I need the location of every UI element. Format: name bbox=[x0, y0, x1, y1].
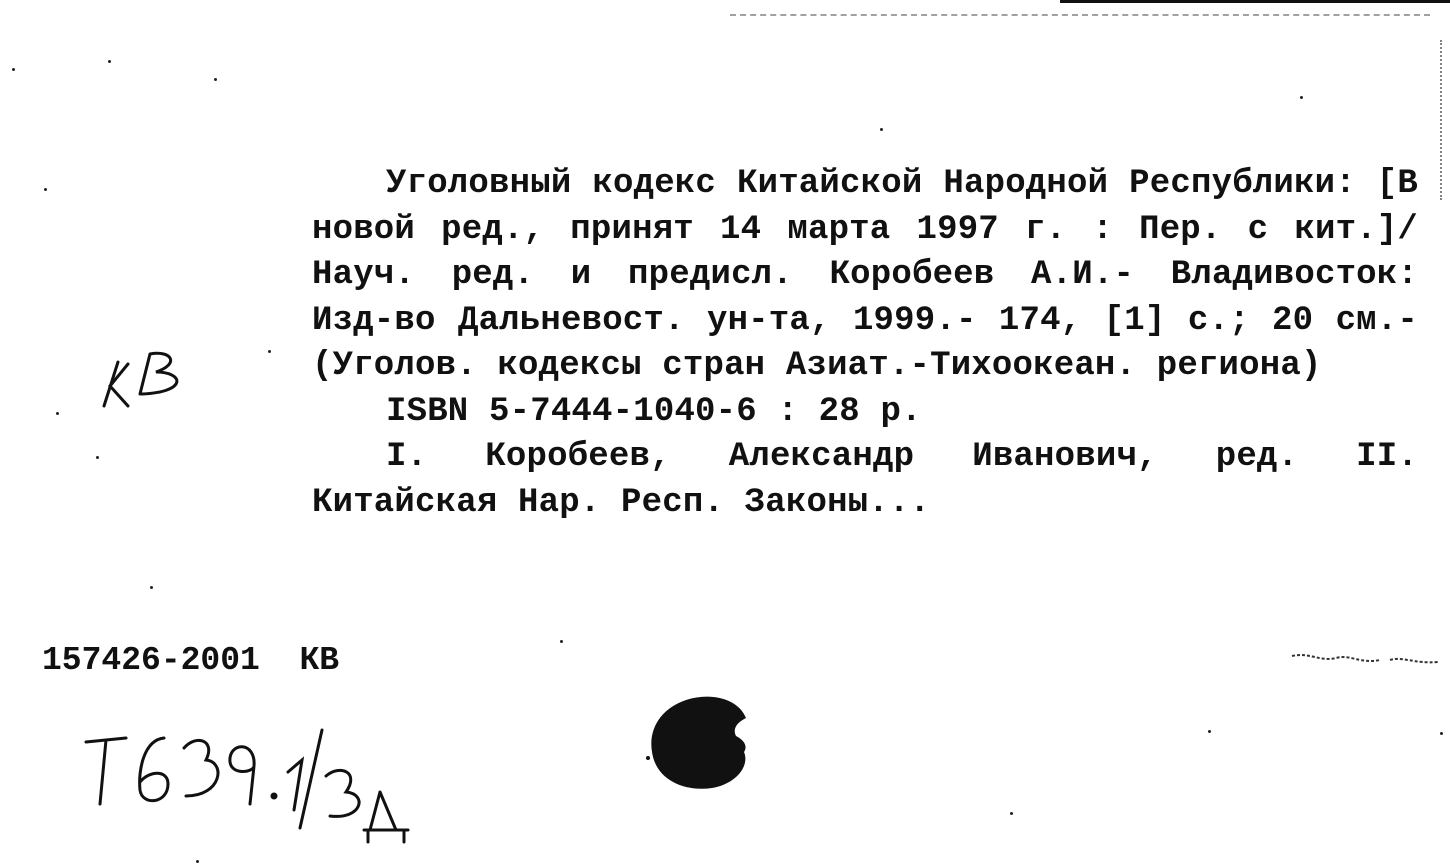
top-edge-noise bbox=[730, 14, 1430, 18]
scan-speck bbox=[108, 60, 111, 63]
scan-speck bbox=[1208, 730, 1211, 733]
description-text: Уголовный кодекс Китайской Народной Республики: [В новой ред., принят 14 марта 1997 г. : Пер. с кит.]/ Науч. ред. и предисл. Коробеев А.И.- Владивосток: Изд-во Дальневост. ун-та, 1999.- 174, [1] с.; 20 см.- (Уголов. кодексы стран Азиат.-Тихоокеан. региона) bbox=[312, 165, 1418, 385]
scan-speck bbox=[196, 860, 199, 863]
handwritten-location-mark bbox=[98, 340, 198, 410]
edge-scribble bbox=[1290, 648, 1440, 672]
bibliographic-entry bbox=[312, 162, 1418, 526]
scan-speck bbox=[12, 68, 15, 71]
scan-speck bbox=[214, 78, 217, 81]
accession-code: 157426-2001 КВ bbox=[42, 642, 340, 679]
scan-speck bbox=[96, 456, 99, 459]
right-edge-noise bbox=[1440, 40, 1444, 200]
scan-speck bbox=[44, 188, 47, 191]
scan-speck bbox=[1440, 732, 1443, 735]
scan-speck bbox=[150, 586, 153, 589]
scan-speck bbox=[880, 128, 883, 131]
ink-blot bbox=[640, 688, 760, 798]
top-edge-rule bbox=[1060, 0, 1450, 3]
scan-speck bbox=[560, 640, 563, 643]
scan-speck bbox=[56, 412, 59, 415]
scan-speck bbox=[1010, 812, 1013, 815]
handwritten-shelfmark bbox=[78, 720, 428, 850]
scan-speck bbox=[1300, 96, 1303, 99]
isbn-line: ISBN 5-7444-1040-6 : 28 р. bbox=[386, 392, 922, 431]
scan-speck bbox=[268, 350, 271, 353]
tracings-text: I. Коробеев, Александр Иванович, ред. II. Китайская Нар. Респ. Законы... bbox=[312, 438, 1418, 522]
